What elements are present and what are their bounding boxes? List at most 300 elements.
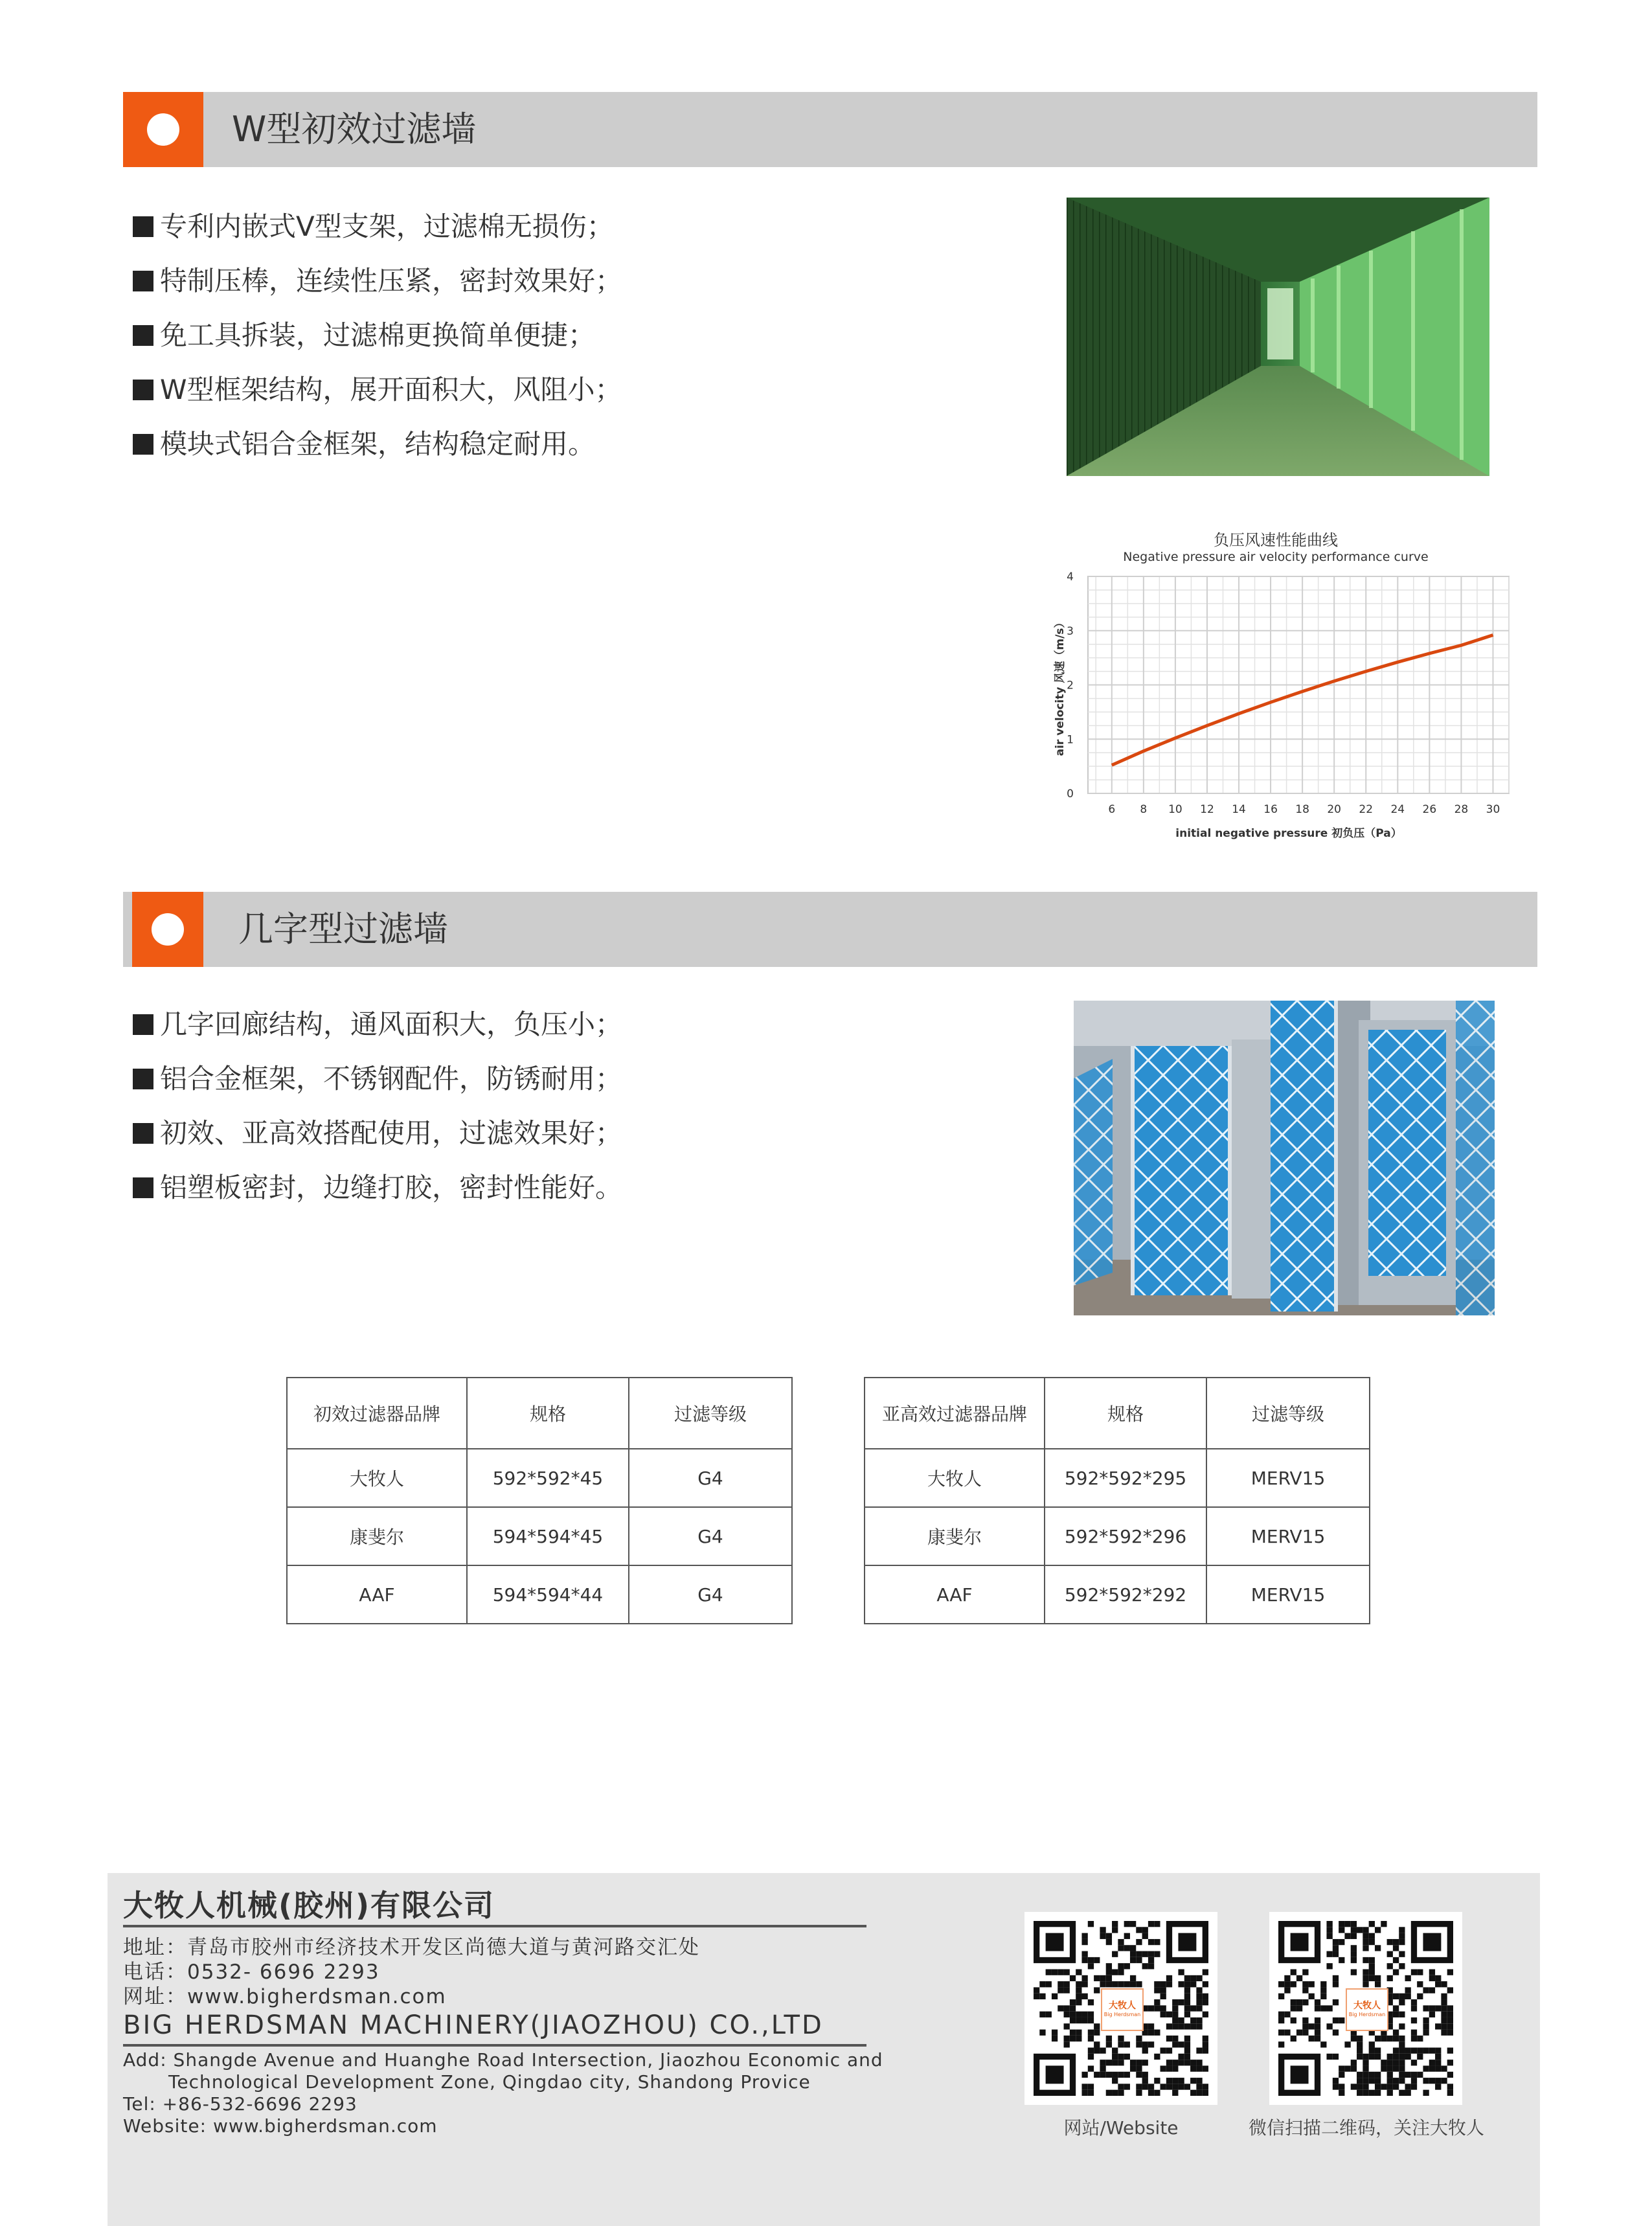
chart-y-label: air velocity 风速（m/s）	[1054, 617, 1067, 756]
table-cell: AAF	[287, 1565, 467, 1624]
qr-module	[1148, 1939, 1154, 1945]
qr-module	[1081, 2012, 1087, 2017]
qr-module	[1081, 2072, 1087, 2078]
qr-module	[1172, 2005, 1178, 2011]
qr-module	[1447, 2012, 1453, 2017]
chart-title: 负压风速性能曲线	[1214, 531, 1338, 549]
section1-feature-list	[133, 199, 622, 471]
qr-module	[1136, 1927, 1142, 1933]
qr-module	[1369, 1969, 1375, 1975]
sub-hepa-filter-table	[864, 1377, 1370, 1624]
qr-module	[1142, 2072, 1148, 2078]
qr-module	[1429, 2060, 1435, 2065]
qr-module	[1124, 2041, 1130, 2047]
qr-module	[1429, 2078, 1435, 2084]
chart-x-label: initial negative pressure 初负压（Pa）	[1175, 827, 1402, 840]
qr-module	[1339, 2072, 1344, 2078]
qr-module	[1046, 1969, 1052, 1975]
qr-module	[1081, 2017, 1087, 2023]
qr-module	[1196, 1975, 1202, 1981]
qr-module	[1196, 2084, 1202, 2089]
table-row	[287, 1507, 792, 1565]
qr-module	[1190, 2060, 1196, 2065]
qr-module	[1076, 2036, 1081, 2041]
qr-module	[1399, 1993, 1405, 1999]
qr-module	[1088, 2030, 1094, 2036]
qr-module	[1166, 2048, 1172, 2054]
qr-module	[1441, 2078, 1447, 2084]
qr-module	[1339, 2065, 1344, 2071]
qr-module	[1315, 1999, 1320, 2005]
qr-module	[1088, 1921, 1094, 1927]
qr-module	[1326, 1951, 1332, 1957]
qr-module	[1190, 1981, 1196, 1987]
qr-module	[1076, 2012, 1081, 2017]
table-cell: 592*592*296	[1045, 1507, 1206, 1565]
qr-finder-pattern	[1423, 1933, 1441, 1951]
chart-x-tick-label: 12	[1200, 803, 1214, 816]
qr-module	[1094, 2030, 1100, 2036]
qr-module	[1166, 2012, 1172, 2017]
qr-module	[1326, 2023, 1332, 2029]
qr-module	[1363, 2065, 1368, 2071]
qr-module	[1136, 2084, 1142, 2089]
qr-module	[1447, 2005, 1453, 2011]
qr-module	[1344, 1933, 1350, 1939]
website-qr-code[interactable]	[1024, 1912, 1217, 2105]
qr-module	[1106, 1939, 1112, 1945]
qr-module	[1393, 2030, 1399, 2036]
qr-module	[1136, 1957, 1142, 1963]
qr-module	[1130, 1951, 1136, 1957]
qr-module	[1046, 2012, 1052, 2017]
qr-module	[1411, 2072, 1417, 2078]
table-header-row	[287, 1378, 792, 1449]
square-bullet-icon	[133, 216, 153, 237]
square-bullet-icon	[133, 325, 153, 346]
qr-module	[1393, 1945, 1399, 1951]
table-header-cell: 规格	[467, 1378, 629, 1449]
qr-module	[1058, 2005, 1063, 2011]
chart-x-tick-label: 16	[1263, 803, 1278, 816]
qr-module	[1088, 2012, 1094, 2017]
wechat-qr-code[interactable]	[1269, 1912, 1462, 2105]
qr-module	[1118, 2054, 1124, 2060]
qr-module	[1081, 1951, 1087, 1957]
qr-module	[1118, 2060, 1124, 2065]
qr-module	[1315, 2005, 1320, 2011]
qr-module	[1363, 2078, 1368, 2084]
qr-module	[1369, 2078, 1375, 2084]
qr-logo: 大牧人 Big Herdsman	[1346, 1988, 1388, 2031]
chart-y-tick-label: 4	[1067, 571, 1074, 584]
qr-module	[1136, 1951, 1142, 1957]
chart-y-tick-label: 3	[1067, 624, 1074, 638]
section1-header	[123, 92, 1537, 167]
qr-module	[1435, 2023, 1441, 2029]
qr-module	[1351, 1951, 1357, 1957]
qr-module	[1393, 2078, 1399, 2084]
qr-module	[1178, 1969, 1184, 1975]
qr-module	[1399, 2048, 1405, 2054]
qr-module	[1393, 2012, 1399, 2017]
qr-module	[1106, 2072, 1112, 2078]
qr-module	[1291, 1969, 1296, 1975]
table-header-row	[865, 1378, 1370, 1449]
feature-item: 几字回廊结构，通风面积大，负压小；	[133, 997, 622, 1052]
qr-module	[1166, 1981, 1172, 1987]
qr-module	[1435, 1975, 1441, 1981]
qr-module	[1112, 1981, 1118, 1987]
qr-module	[1190, 2090, 1196, 2096]
qr-module	[1393, 2005, 1399, 2011]
qr-module	[1278, 1993, 1284, 1999]
table-row	[865, 1565, 1370, 1624]
square-bullet-icon	[133, 380, 153, 400]
table-header-cell: 初效过滤器品牌	[287, 1378, 467, 1449]
qr-module	[1190, 2065, 1196, 2071]
qr-module	[1417, 2072, 1423, 2078]
qr-module	[1351, 1945, 1357, 1951]
qr-module	[1405, 2084, 1411, 2089]
qr-module	[1447, 2017, 1453, 2023]
qr-module	[1326, 1963, 1332, 1969]
qr-module	[1429, 2065, 1435, 2071]
section2-feature-list	[133, 997, 622, 1215]
qr-module	[1106, 1933, 1112, 1939]
table-cell: 康斐尔	[287, 1507, 467, 1565]
company-name: 大牧人机械(胶州)有限公司	[123, 1888, 495, 1923]
qr-module	[1393, 2084, 1399, 2089]
qr-module	[1333, 2030, 1339, 2036]
qr-module	[1100, 2065, 1105, 2071]
qr-module	[1339, 1957, 1344, 1963]
qr-module	[1112, 1927, 1118, 1933]
qr-module	[1196, 2048, 1202, 2054]
qr-module	[1369, 1957, 1375, 1963]
qr-module	[1039, 1981, 1045, 1987]
table-header-cell: 亚高效过滤器品牌	[865, 1378, 1045, 1449]
qr-module	[1369, 2048, 1375, 2054]
qr-module	[1154, 1999, 1160, 2005]
qr-module	[1094, 2072, 1100, 2078]
qr-module	[1203, 2048, 1208, 2054]
qr-module	[1070, 2012, 1076, 2017]
table-cell: 594*594*45	[467, 1507, 629, 1565]
section1-title: W型初效过滤墙	[232, 109, 477, 150]
qr-module	[1148, 1951, 1154, 1957]
chart-y-tick-label: 2	[1067, 679, 1074, 692]
qr-module	[1070, 2030, 1076, 2036]
qr-module	[1088, 2065, 1094, 2071]
divider	[123, 1925, 866, 1927]
qr-module	[1203, 2041, 1208, 2047]
qr-module	[1393, 1957, 1399, 1963]
qr-module	[1405, 1987, 1411, 1993]
qr-module	[1284, 1975, 1290, 1981]
qr-module	[1064, 1987, 1070, 1993]
qr-module	[1363, 2090, 1368, 2096]
qr-module	[1196, 2023, 1202, 2029]
qr-module	[1339, 1927, 1344, 1933]
qr-module	[1326, 1927, 1332, 1933]
qr-module	[1405, 2072, 1411, 2078]
qr-module	[1172, 2065, 1178, 2071]
qr-module	[1064, 2023, 1070, 2029]
qr-module	[1405, 1975, 1411, 1981]
qr-module	[1203, 2036, 1208, 2041]
qr-module	[1100, 2072, 1105, 2078]
qr-module	[1106, 2036, 1112, 2041]
qr-module	[1172, 2036, 1178, 2041]
qr-module	[1136, 2065, 1142, 2071]
feature-item: W型框架结构，展开面积大，风阻小；	[133, 363, 622, 417]
qr-module	[1160, 1981, 1166, 1987]
qr-module	[1118, 1963, 1124, 1969]
qr-module	[1411, 2078, 1417, 2084]
qr-module	[1088, 2090, 1094, 2096]
qr-module	[1363, 2060, 1368, 2065]
qr-module	[1160, 2012, 1166, 2017]
qr-module	[1423, 1987, 1429, 1993]
feature-item: 铝合金框架，不锈钢配件，防锈耐用；	[133, 1052, 622, 1106]
qr-module	[1172, 2041, 1178, 2047]
qr-module	[1178, 2060, 1184, 2065]
table-cell: G4	[629, 1449, 792, 1507]
qr-module	[1296, 2005, 1302, 2011]
qr-module	[1387, 2054, 1393, 2060]
qr-module	[1088, 2084, 1094, 2089]
qr-module	[1387, 2036, 1393, 2041]
qr-module	[1315, 2017, 1320, 2023]
qr-module	[1196, 1999, 1202, 2005]
qr-module	[1106, 1981, 1112, 1987]
qr-module	[1160, 2005, 1166, 2011]
qr-module	[1357, 2041, 1363, 2047]
qr-module	[1166, 2060, 1172, 2065]
qr-module	[1052, 2030, 1058, 2036]
qr-module	[1203, 1993, 1208, 1999]
qr-module	[1178, 2078, 1184, 2084]
qr-module	[1429, 2048, 1435, 2054]
qr-module	[1405, 2048, 1411, 2054]
qr-module	[1399, 1951, 1405, 1957]
qr-module	[1196, 2017, 1202, 2023]
qr-module	[1070, 2005, 1076, 2011]
table-cell: 592*592*295	[1045, 1449, 1206, 1507]
qr-module	[1375, 2090, 1381, 2096]
qr-module	[1435, 2060, 1441, 2065]
qr-module	[1441, 2030, 1447, 2036]
qr-module	[1351, 2036, 1357, 2041]
qr-module	[1333, 1951, 1339, 1957]
footer	[107, 1873, 1540, 2226]
chart-x-tick-label: 20	[1327, 803, 1342, 816]
qr-module	[1172, 1999, 1178, 2005]
qr-module	[1203, 2065, 1208, 2071]
chart-y-tick-label: 0	[1067, 788, 1074, 801]
qr-module	[1142, 2048, 1148, 2054]
qr-module	[1112, 2090, 1118, 2096]
qr-module	[1190, 2078, 1196, 2084]
qr-module	[1203, 2012, 1208, 2017]
qr-module	[1076, 1969, 1081, 1975]
qr-module	[1064, 2005, 1070, 2011]
qr-module	[1172, 2060, 1178, 2065]
qr-module	[1088, 2036, 1094, 2041]
qr-module	[1118, 2090, 1124, 2096]
chart-x-tick-label: 26	[1422, 803, 1437, 816]
qr-module	[1411, 2005, 1417, 2011]
qr-module	[1142, 2078, 1148, 2084]
qr-module	[1124, 2054, 1130, 2060]
qr-module	[1369, 2072, 1375, 2078]
qr-module	[1039, 2012, 1045, 2017]
qr-module	[1296, 1975, 1302, 1981]
qr-module	[1184, 1981, 1190, 1987]
qr-module	[1136, 1981, 1142, 1987]
qr-module	[1184, 2084, 1190, 2089]
qr-module	[1118, 1969, 1124, 1975]
table-header-cell: 规格	[1045, 1378, 1206, 1449]
qr-module	[1112, 2060, 1118, 2065]
qr-module	[1130, 1957, 1136, 1963]
qr-module	[1203, 1969, 1208, 1975]
qr-module	[1190, 2023, 1196, 2029]
chart-subtitle: Negative pressure air velocity performance curve	[1123, 550, 1429, 564]
qr-module	[1081, 2084, 1087, 2089]
table-cell: MERV15	[1206, 1565, 1370, 1624]
qr-module	[1435, 2065, 1441, 2071]
qr-module	[1333, 2054, 1339, 2060]
table-cell: MERV15	[1206, 1507, 1370, 1565]
qr-module	[1291, 1981, 1296, 1987]
qr-module	[1081, 1975, 1087, 1981]
qr2-label: 微信扫描二维码，关注大牧人	[1248, 2117, 1484, 2139]
qr-module	[1184, 2060, 1190, 2065]
qr-module	[1070, 1975, 1076, 1981]
qr-module	[1081, 1981, 1087, 1987]
qr-module	[1034, 1987, 1039, 1993]
qr-module	[1070, 1999, 1076, 2005]
qr-module	[1203, 2084, 1208, 2089]
qr-module	[1429, 1969, 1435, 1975]
qr-module	[1106, 2060, 1112, 2065]
qr-module	[1447, 2090, 1453, 2096]
qr-module	[1184, 2054, 1190, 2060]
qr-module	[1178, 1999, 1184, 2005]
qr-module	[1429, 2005, 1435, 2011]
qr-module	[1196, 2060, 1202, 2065]
qr-module	[1375, 1945, 1381, 1951]
table-cell: 大牧人	[865, 1449, 1045, 1507]
qr-module	[1405, 2090, 1411, 2096]
qr-module	[1166, 2078, 1172, 2084]
qr-module	[1046, 1981, 1052, 1987]
qr-module	[1278, 2030, 1284, 2036]
qr-module	[1399, 2054, 1405, 2060]
qr-module	[1375, 2084, 1381, 2089]
qr-module	[1278, 2041, 1284, 2047]
qr-module	[1184, 1993, 1190, 1999]
qr-module	[1387, 1963, 1393, 1969]
qr-module	[1296, 2030, 1302, 2036]
qr-finder-pattern	[1046, 1933, 1064, 1951]
qr-module	[1296, 1999, 1302, 2005]
website-link[interactable]: 网址：www.bigherdsman.com	[123, 1985, 447, 2008]
qr-module	[1154, 1951, 1160, 1957]
qr-module	[1435, 2084, 1441, 2089]
qr-module	[1302, 2017, 1308, 2023]
qr-module	[1196, 2065, 1202, 2071]
qr-module	[1184, 1975, 1190, 1981]
square-bullet-icon	[133, 1069, 153, 1089]
qr-module	[1302, 2030, 1308, 2036]
qr-module	[1387, 2072, 1393, 2078]
qr-module	[1196, 2078, 1202, 2084]
qr-module	[1333, 1981, 1339, 1987]
qr-module	[1302, 1969, 1308, 1975]
feature-item: 专利内嵌式V型支架，过滤棉无损伤；	[133, 199, 622, 254]
qr-module	[1196, 2005, 1202, 2011]
qr-module	[1112, 2072, 1118, 2078]
qr-module	[1417, 2048, 1423, 2054]
qr-module	[1333, 1945, 1339, 1951]
qr-module	[1399, 1933, 1405, 1939]
qr-module	[1417, 1993, 1423, 1999]
qr-module	[1291, 1999, 1296, 2005]
address-en-line2: Technological Development Zone, Qingdao city, Shandong Provice	[168, 2071, 811, 2093]
qr-module	[1064, 2041, 1070, 2047]
qr-module	[1112, 1969, 1118, 1975]
qr-module	[1309, 1993, 1315, 1999]
qr-module	[1387, 1939, 1393, 1945]
qr-module	[1081, 1993, 1087, 1999]
qr-module	[1441, 2012, 1447, 2017]
qr-module	[1393, 1969, 1399, 1975]
website-en-link[interactable]: Website: www.bigherdsman.com	[123, 2115, 438, 2137]
qr-module	[1357, 2054, 1363, 2060]
qr-module	[1363, 1957, 1368, 1963]
primary-filter-table	[286, 1377, 793, 1624]
qr-module	[1357, 2048, 1363, 2054]
qr-module	[1369, 2041, 1375, 2047]
qr-module	[1363, 1975, 1368, 1981]
qr-module	[1094, 2023, 1100, 2029]
qr-module	[1387, 1951, 1393, 1957]
qr-module	[1118, 2041, 1124, 2047]
qr-module	[1130, 1945, 1136, 1951]
qr-module	[1178, 2054, 1184, 2060]
qr-module	[1375, 2072, 1381, 2078]
qr-module	[1326, 1933, 1332, 1939]
section2-badge	[132, 892, 203, 967]
qr-module	[1363, 2084, 1368, 2089]
qr-module	[1106, 2041, 1112, 2047]
qr-module	[1381, 2084, 1386, 2089]
qr-finder-pattern	[1291, 2065, 1309, 2084]
qr-module	[1106, 1975, 1112, 1981]
qr-module	[1435, 2005, 1441, 2011]
tel-en: Tel: +86-532-6696 2293	[123, 2093, 357, 2115]
qr-module	[1278, 2012, 1284, 2017]
qr-module	[1064, 1969, 1070, 1975]
qr-module	[1369, 1939, 1375, 1945]
qr-module	[1154, 2090, 1160, 2096]
qr-module	[1423, 2078, 1429, 2084]
qr-module	[1369, 1933, 1375, 1939]
qr-module	[1076, 2017, 1081, 2023]
